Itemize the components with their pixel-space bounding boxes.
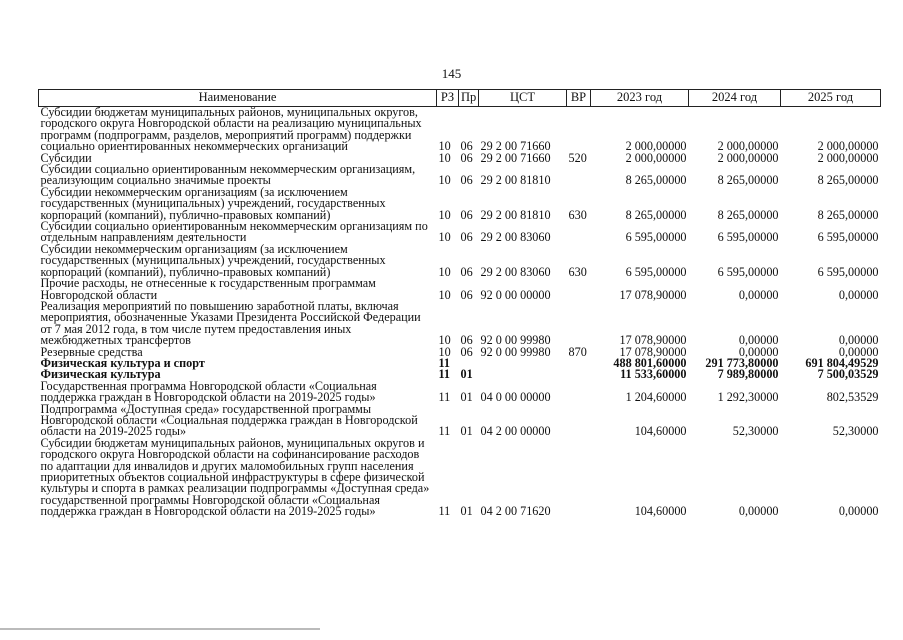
cell-2023: 488 801,60000: [613, 355, 687, 370]
cell-2023: 17 078,90000: [619, 287, 687, 302]
cell-2023: 2 000,00000: [625, 150, 687, 165]
cell-name: Субсидии: [40, 150, 92, 165]
table-row: [39, 221, 881, 244]
cell-cst: 29 2 00 81810: [480, 173, 551, 188]
cell-vr: 520: [568, 150, 587, 165]
cell-2023: 6 595,00000: [625, 230, 687, 245]
cell-cst: 29 2 00 81810: [480, 207, 551, 222]
scan-edge-line: [0, 628, 320, 630]
cell-2023: 104,60000: [634, 504, 687, 519]
cell-pr: 01: [460, 504, 473, 519]
cell-name: Прочие расходы, не отнесенные к государственным программам Новгородской области: [40, 276, 376, 302]
cell-2024: 6 595,00000: [717, 264, 779, 279]
col-header-2025: 2025 год: [781, 90, 881, 107]
col-header-cst: ЦСТ: [479, 90, 567, 107]
cell-pr: 06: [460, 230, 473, 245]
cell-2024: 0,00000: [738, 333, 779, 348]
cell-2024: 0,00000: [738, 344, 779, 359]
cell-2024: 2 000,00000: [717, 150, 779, 165]
col-header-pr: Пр: [459, 90, 479, 107]
cell-vr: 630: [568, 207, 587, 222]
cell-2025: 2 000,00000: [817, 139, 879, 154]
cell-2024: 8 265,00000: [717, 173, 779, 188]
cell-rz: 11: [438, 367, 451, 382]
cell-2025: 0,00000: [838, 504, 879, 519]
cell-cst: 92 0 00 99980: [480, 344, 551, 359]
cell-cst: 29 2 00 71660: [480, 150, 551, 165]
cell-2025: 0,00000: [838, 287, 879, 302]
cell-2024: 2 000,00000: [717, 139, 779, 154]
cell-pr: 06: [460, 139, 473, 154]
cell-2023: 6 595,00000: [625, 264, 687, 279]
cell-cst: 92 0 00 00000: [480, 287, 551, 302]
cell-rz: 11: [438, 504, 451, 519]
cell-cst: 04 2 00 71620: [480, 504, 551, 519]
table-row: [39, 404, 881, 438]
cell-pr: 01: [460, 390, 473, 405]
table-row: [39, 278, 881, 301]
cell-2024: 291 773,80000: [705, 355, 779, 370]
cell-vr: [567, 381, 591, 404]
cell-vr: [567, 301, 591, 347]
cell-2023: 2 000,00000: [625, 139, 687, 154]
table-row: [39, 107, 881, 153]
cell-rz: 10: [438, 344, 451, 359]
cell-2024: 0,00000: [738, 504, 779, 519]
budget-table: [38, 89, 881, 518]
cell-name: Субсидии социально ориентированным некоммерческим организациям по отдельным направлениям деятельности: [40, 219, 428, 245]
cell-rz: 10: [438, 139, 451, 154]
cell-rz: 11: [438, 424, 451, 439]
cell-vr: 630: [568, 264, 587, 279]
cell-2024: 1 292,30000: [717, 390, 779, 405]
cell-name: Государственная программа Новгородской области «Социальная поддержка граждан в Новгородской области на 2019-2025 годы»: [40, 378, 377, 405]
cell-2025: 6 595,00000: [817, 230, 879, 245]
cell-2025: 0,00000: [838, 333, 879, 348]
cell-2025: 8 265,00000: [817, 173, 879, 188]
col-header-2023: 2023 год: [591, 90, 689, 107]
table-row: [39, 438, 881, 518]
cell-pr: 06: [460, 150, 473, 165]
cell-vr: [567, 369, 591, 380]
cell-pr: 01: [460, 424, 473, 439]
cell-2025: 0,00000: [838, 344, 879, 359]
col-header-rz: РЗ: [437, 90, 459, 107]
cell-2025: 6 595,00000: [817, 264, 879, 279]
col-header-2024: 2024 год: [689, 90, 781, 107]
cell-2025: 8 265,00000: [817, 207, 879, 222]
cell-name: Субсидии бюджетам муниципальных районов, муниципальных округов, городского округа Новгородской области на реализацию муниципальных программ (подпрограмм, разделов, мероприятий программ) поддержки социально ориентированных некоммерческих организаций: [40, 105, 422, 154]
cell-cst: [479, 369, 567, 380]
cell-pr: 06: [460, 287, 473, 302]
cell-2023: 11 533,60000: [620, 367, 687, 382]
cell-name: Реализация мероприятий по повышению заработной платы, включая мероприятия, обозначенные Указами Президента Российской Федерации от 7 мая 2012 года, в том числе путем предоставления иных межбюджетных трансфертов: [40, 298, 421, 348]
cell-2024: 6 595,00000: [717, 230, 779, 245]
cell-pr: 06: [460, 207, 473, 222]
cell-rz: 10: [438, 264, 451, 279]
cell-2025: 7 500,03529: [817, 367, 879, 382]
cell-rz: 10: [438, 287, 451, 302]
cell-2025: 691 804,49529: [805, 355, 879, 370]
table-row: [39, 381, 881, 404]
cell-vr: [567, 278, 591, 301]
cell-pr: 06: [460, 344, 473, 359]
cell-vr: [567, 107, 591, 153]
cell-name: Субсидии социально ориентированным некоммерческим организациям, реализующим социально значимые проекты: [40, 162, 416, 188]
table-row: [39, 244, 881, 278]
table-row: [39, 187, 881, 221]
cell-rz: 10: [438, 230, 451, 245]
cell-vr: [567, 221, 591, 244]
cell-cst: 29 2 00 71660: [480, 139, 551, 154]
cell-cst: [479, 358, 567, 369]
col-header-name: Наименование: [39, 90, 437, 107]
page-number: 145: [441, 66, 462, 81]
table-row: [39, 301, 881, 347]
cell-2025: 2 000,00000: [817, 150, 879, 165]
cell-rz: 11: [438, 355, 451, 370]
cell-vr: [567, 404, 591, 438]
cell-pr: 06: [460, 173, 473, 188]
cell-name: Физическая культура: [40, 367, 161, 382]
cell-2023: 8 265,00000: [625, 173, 687, 188]
table-row: [39, 164, 881, 187]
cell-2025: 52,30000: [832, 424, 879, 439]
cell-vr: [567, 438, 591, 518]
cell-2024: 7 989,80000: [717, 367, 779, 382]
cell-rz: 10: [438, 150, 451, 165]
cell-pr: 01: [460, 367, 473, 382]
col-header-vr: ВР: [567, 90, 591, 107]
cell-2023: 104,60000: [634, 424, 687, 439]
cell-rz: 11: [438, 390, 451, 405]
table-header-row: [39, 90, 881, 107]
cell-vr: [567, 164, 591, 187]
cell-2024: 52,30000: [732, 424, 779, 439]
cell-2024: 8 265,00000: [717, 207, 779, 222]
cell-2023: 17 078,90000: [619, 333, 687, 348]
cell-rz: 10: [438, 333, 451, 348]
cell-vr: 870: [568, 344, 587, 359]
cell-name: Субсидии некоммерческим организациям (за исключением государственных (муниципальных) учреждений, государственных корпораций (компаний), публично-правовых компаний): [40, 241, 386, 279]
cell-cst: 92 0 00 99980: [480, 333, 551, 348]
cell-name: Резервные средства: [40, 344, 143, 359]
cell-2024: 0,00000: [738, 287, 779, 302]
cell-2023: 17 078,90000: [619, 344, 687, 359]
table-body: [39, 107, 881, 518]
cell-pr: 06: [460, 333, 473, 348]
cell-name: Подпрограмма «Доступная среда» государственной программы Новгородской области «Социальная поддержка граждан в Новгородской области на 2019-2025 годы»: [40, 401, 418, 439]
cell-vr: [567, 358, 591, 369]
cell-cst: 29 2 00 83060: [480, 264, 551, 279]
cell-rz: 10: [438, 173, 451, 188]
cell-pr: 06: [460, 264, 473, 279]
cell-cst: 04 0 00 00000: [480, 390, 551, 405]
cell-rz: 10: [438, 207, 451, 222]
cell-2025: 802,53529: [826, 390, 879, 405]
cell-cst: 29 2 00 83060: [480, 230, 551, 245]
cell-name: Физическая культура и спорт: [40, 355, 205, 370]
cell-2023: 1 204,60000: [625, 390, 687, 405]
cell-cst: 04 2 00 00000: [480, 424, 551, 439]
cell-name: Субсидии некоммерческим организациям (за исключением государственных (муниципальных) учреждений, государственных корпораций (компаний), публично-правовых компаний): [40, 184, 386, 222]
cell-name: Субсидии бюджетам муниципальных районов, муниципальных округов и городского округа Новгородской области на софинансирование расходов по адаптации для инвалидов и других маломобильных групп населения приоритетных объектов социальной инфраструктуры в сфере физической культуры и спорта в рамках реализации подпрограммы «Доступная среда» государственной программы Новгородской области «Социальная поддержка граждан в Новгородской области на 2019-2025 годы»: [40, 435, 430, 519]
cell-2023: 8 265,00000: [625, 207, 687, 222]
